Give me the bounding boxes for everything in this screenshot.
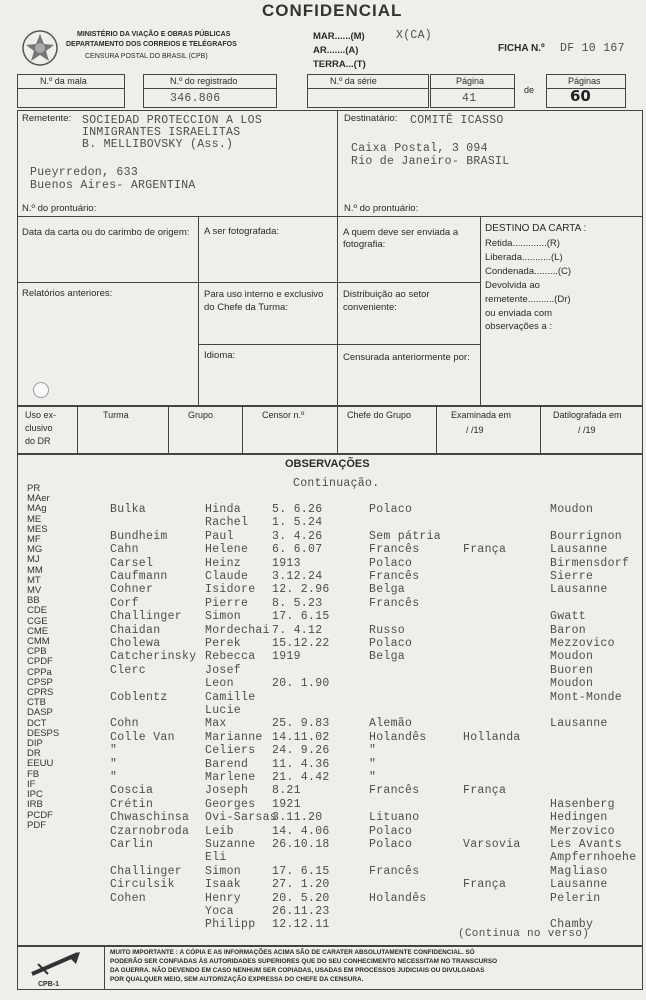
- obs-birth-date: 3.11.20: [272, 811, 323, 825]
- agency-code: IPC: [27, 789, 43, 801]
- obs-birth-date: 20. 5.20: [272, 891, 330, 905]
- obs-given-name: Celiers: [205, 744, 256, 758]
- obs-place: Moudon: [550, 650, 594, 664]
- obs-given-name: Hinda: [205, 503, 242, 516]
- obs-place: Lausanne: [550, 717, 608, 731]
- obs-place: Lausanne: [550, 583, 608, 597]
- obs-nationality: Polaco: [369, 637, 413, 650]
- agency-code: MES: [27, 523, 48, 535]
- obs-given-name: Henry: [205, 891, 242, 905]
- recipient-line-1: COMITÊ ICASSO: [410, 114, 504, 127]
- agency-code: MV: [27, 585, 42, 597]
- obs-place: Lausanne: [550, 878, 608, 892]
- obs-surname: Circulsik: [110, 878, 175, 892]
- uso-exclusivo-2: clusivo: [25, 423, 53, 433]
- obs-surname: Cohen: [110, 891, 147, 905]
- obs-surname: Corf: [110, 596, 139, 610]
- uso-exclusivo-3: do DR: [25, 436, 51, 446]
- obs-given-name: Georges: [205, 797, 256, 811]
- obs-birth-date: 6. 6.07: [272, 543, 323, 557]
- ministry-name: MINISTÉRIO DA VIAÇÃO E OBRAS PÚBLICAS: [77, 31, 231, 38]
- obs-surname: Catcherinsky: [110, 650, 197, 664]
- obs-given-name: Perek: [205, 637, 242, 650]
- obs-nationality: Francês: [369, 570, 420, 583]
- agency-code: PCDF: [27, 809, 53, 821]
- obs-birth-date: 21. 4.42: [272, 771, 330, 784]
- obs-surname: Cohner: [110, 583, 154, 597]
- sender-label: Remetente:: [22, 113, 72, 124]
- agency-code: DASP: [27, 707, 53, 719]
- obs-surname: ": [110, 744, 118, 758]
- turma-label: Turma: [103, 410, 129, 420]
- obs-given-name: Marianne: [205, 730, 263, 744]
- agency-code: DR: [27, 748, 41, 760]
- obs-place: Les Avants: [550, 838, 623, 851]
- obs-given-name: Helene: [205, 543, 249, 557]
- obs-nationality: Sem pátria: [369, 529, 442, 543]
- obs-nationality: Russo: [369, 623, 406, 637]
- uso-interno-label: Para uso interno e exclusivo do Chefe da Turma:: [204, 289, 324, 313]
- obs-birth-date: 8. 5.23: [272, 596, 323, 610]
- datilografada-date: / /19: [578, 425, 596, 435]
- de-label: de: [524, 85, 535, 95]
- obs-given-name: Suzanne: [205, 838, 256, 851]
- obs-nationality: ": [369, 771, 377, 784]
- obs-birth-date: 26.11.23: [272, 905, 330, 918]
- obs-place: Hasenberg: [550, 797, 615, 811]
- ar-option: AR.......(A): [313, 45, 359, 56]
- footer-line-3: DA GUERRA. NÃO DEVENDO EM CASO NENHUM SER COPIADAS, USADAS EM PROCESSOS JUDICIAIS OU DIVULGADAS: [110, 967, 485, 974]
- grupo-label: Grupo: [188, 410, 214, 420]
- continua-note: (Continua no verso): [458, 928, 590, 940]
- obs-place: Mezzovico: [550, 637, 615, 650]
- obs-given-name: Pierre: [205, 596, 249, 610]
- obs-given-name: Ovi-Sarsas: [205, 811, 278, 825]
- obs-given-name: Rebecca: [205, 650, 256, 664]
- obs-given-name: Isaak: [205, 878, 242, 892]
- obs-given-name: Heinz: [205, 556, 242, 570]
- obs-given-name: Paul: [205, 529, 234, 543]
- obs-place: Moudon: [550, 503, 594, 516]
- agency-code: MT: [27, 574, 41, 586]
- agency-code: BB: [27, 595, 40, 607]
- obs-birth-date: 8.21: [272, 784, 301, 798]
- obs-surname: Bulka: [110, 503, 147, 516]
- obs-place: Buoren: [550, 663, 594, 677]
- obs-country: França: [463, 878, 507, 892]
- agency-code: MJ: [27, 554, 40, 566]
- mala-label: N.º da mala: [40, 76, 87, 86]
- obs-place: Sierre: [550, 570, 594, 583]
- observacoes-title: OBSERVAÇÕES: [285, 458, 370, 470]
- paginas-value: 60: [570, 87, 591, 105]
- obs-given-name: Josef: [205, 663, 242, 677]
- obs-nationality: Holandês: [369, 891, 427, 905]
- obs-given-name: Lucie: [205, 704, 242, 717]
- obs-place: Lausanne: [550, 543, 608, 557]
- obs-birth-date: 25. 9.83: [272, 717, 330, 731]
- examinada-label: Examinada em: [451, 410, 512, 420]
- obs-birth-date: 1913: [272, 556, 301, 570]
- obs-surname: Coscia: [110, 784, 154, 798]
- mar-value: X(CA): [396, 29, 433, 42]
- agency-code: DCT: [27, 717, 47, 729]
- obs-given-name: Claude: [205, 570, 249, 583]
- obs-birth-date: 7. 4.12: [272, 623, 323, 637]
- obs-surname: ": [110, 757, 118, 771]
- agency-code: CMM: [27, 636, 50, 648]
- serie-label: N.º da série: [330, 76, 377, 86]
- obs-given-name: Leon: [205, 677, 234, 691]
- destino-remetente: remetente..........(Dr): [485, 294, 571, 305]
- obs-given-name: Joseph: [205, 784, 249, 798]
- destino-condenada: Condenada.........(C): [485, 266, 572, 277]
- obs-surname: Coblentz: [110, 690, 168, 704]
- obs-birth-date: 1921: [272, 797, 301, 811]
- obs-surname: Challinger: [110, 610, 183, 624]
- obs-given-name: Max: [205, 717, 227, 731]
- uso-exclusivo-1: Uso ex-: [25, 410, 57, 420]
- obs-nationality: Holandês: [369, 730, 427, 744]
- sender-line-5: Pueyrredon, 633: [30, 166, 139, 179]
- data-carta-label: Data da carta ou do carimbo de origem:: [22, 227, 190, 238]
- agency-code: PDF: [27, 819, 46, 831]
- obs-nationality: Lituano: [369, 811, 420, 825]
- obs-surname: Caufmann: [110, 570, 168, 583]
- agency-code: DIP: [27, 738, 43, 750]
- obs-surname: Chaidan: [110, 623, 161, 637]
- mar-option: MAR......(M): [313, 31, 365, 42]
- footer-line-4: POR QUALQUER MEIO, SEM AUTORIZAÇÃO EXPRESSA DO CHEFE DA CENSURA.: [110, 976, 364, 983]
- obs-place: Birmensdorf: [550, 556, 630, 570]
- sender-line-2: INMIGRANTES ISRAELITAS: [82, 126, 241, 139]
- obs-surname: Challinger: [110, 864, 183, 878]
- obs-nationality: Alemão: [369, 717, 413, 731]
- obs-nationality: Polaco: [369, 556, 413, 570]
- obs-nationality: Francês: [369, 784, 420, 798]
- obs-nationality: Belga: [369, 650, 406, 664]
- obs-given-name: Marlene: [205, 771, 256, 784]
- agency-code: EEUU: [27, 758, 54, 770]
- destino-devolvida: Devolvida ao: [485, 280, 540, 291]
- obs-nationality: Francês: [369, 596, 420, 610]
- sender-line-6: Buenos Aires- ARGENTINA: [30, 179, 196, 192]
- form-code: CPB-1: [38, 981, 60, 988]
- obs-birth-date: 5. 6.26: [272, 503, 323, 516]
- department-name: DEPARTAMENTO DOS CORREIOS E TELÉGRAFOS: [66, 41, 237, 48]
- obs-surname: Clerc: [110, 663, 147, 677]
- agency-code: MM: [27, 564, 43, 576]
- agency-code: MF: [27, 534, 41, 546]
- examinada-date: / /19: [466, 425, 484, 435]
- censurada-label: Censurada anteriormente por:: [343, 352, 470, 363]
- obs-birth-date: 24. 9.26: [272, 744, 330, 758]
- destino-observacoes: observações a :: [485, 321, 553, 332]
- obs-surname: Carlin: [110, 838, 154, 851]
- obs-place: Hedingen: [550, 811, 608, 825]
- obs-surname: Czarnobroda: [110, 824, 190, 838]
- obs-nationality: Francês: [369, 543, 420, 557]
- obs-place: Ampfernhoehe: [550, 851, 637, 865]
- recipient-line-4: Rio de Janeiro- BRASIL: [351, 155, 510, 168]
- obs-birth-date: 3.12.24: [272, 570, 323, 583]
- obs-birth-date: 20. 1.90: [272, 677, 330, 691]
- obs-birth-date: 26.10.18: [272, 838, 330, 851]
- idioma-label: Idioma:: [204, 350, 236, 361]
- ficha-number: DF 10 167: [560, 42, 625, 55]
- agency-code: PR: [27, 483, 41, 494]
- agency-code: MG: [27, 544, 43, 556]
- obs-birth-date: 17. 6.15: [272, 864, 330, 878]
- censor-label: Censor n.º: [262, 410, 305, 420]
- obs-place: Baron: [550, 623, 587, 637]
- agency-code: DESPS: [27, 727, 60, 739]
- agency-code: MAer: [27, 493, 50, 505]
- pagina-value: 41: [462, 92, 477, 105]
- obs-birth-date: 27. 1.20: [272, 878, 330, 892]
- obs-birth-date: 14. 4.06: [272, 824, 330, 838]
- obs-nationality: Polaco: [369, 838, 413, 851]
- agency-code: CTB: [27, 697, 46, 709]
- agency-code: FB: [27, 768, 40, 780]
- destino-title: DESTINO DA CARTA :: [485, 223, 587, 234]
- obs-birth-date: 12.12.11: [272, 918, 330, 932]
- censorship-name: CENSURA POSTAL DO BRASIL (CPB): [85, 53, 208, 60]
- obs-surname: Cohn: [110, 717, 139, 731]
- agency-code: CPPa: [27, 666, 52, 678]
- obs-given-name: Simon: [205, 610, 242, 624]
- obs-given-name: Rachel: [205, 516, 249, 530]
- obs-given-name: Philipp: [205, 918, 256, 932]
- obs-given-name: Mordechai: [205, 623, 270, 637]
- obs-given-name: Eli: [205, 851, 227, 865]
- obs-birth-date: 1. 5.24: [272, 516, 323, 530]
- obs-nationality: Francês: [369, 864, 420, 878]
- recipient-line-3: Caixa Postal, 3 094: [351, 142, 488, 155]
- obs-surname: Crétin: [110, 797, 154, 811]
- obs-place: Bourrignon: [550, 529, 623, 543]
- sender-prontuario: N.º do prontuário:: [22, 203, 97, 214]
- obs-nationality: Belga: [369, 583, 406, 597]
- obs-birth-date: 17. 6.15: [272, 610, 330, 624]
- obs-nationality: Polaco: [369, 824, 413, 838]
- pagina-label: Página: [456, 76, 485, 86]
- obs-country: Hollanda: [463, 730, 521, 744]
- agency-code: IRB: [27, 799, 43, 811]
- obs-place: Magliaso: [550, 864, 608, 878]
- obs-surname: Colle Van: [110, 730, 175, 744]
- obs-place: Gwatt: [550, 610, 587, 624]
- obs-place: Chamby: [550, 918, 594, 932]
- obs-given-name: Isidore: [205, 583, 256, 597]
- agency-code: IF: [27, 778, 36, 790]
- ficha-label: FICHA N.º: [498, 43, 545, 54]
- sender-line-3: B. MELLIBOVSKY (Ass.): [82, 138, 234, 151]
- destino-liberada: Liberada...........(L): [485, 252, 563, 263]
- quem-deve-label: A quem deve ser enviada a fotografia:: [343, 227, 459, 250]
- agency-code: CME: [27, 625, 49, 637]
- destino-retida: Retida.............(R): [485, 238, 560, 249]
- agency-code: CGE: [27, 615, 48, 627]
- agency-code: CDE: [27, 605, 48, 617]
- obs-birth-date: 15.12.22: [272, 637, 330, 650]
- obs-birth-date: 1919: [272, 650, 301, 664]
- obs-place: Merzovico: [550, 824, 615, 838]
- obs-place: Mont-Monde: [550, 690, 623, 704]
- agency-code: CPRS: [27, 687, 54, 699]
- obs-nationality: ": [369, 757, 377, 771]
- obs-surname: ": [110, 771, 118, 784]
- obs-surname: Cahn: [110, 543, 139, 557]
- agency-code: ME: [27, 513, 42, 525]
- obs-given-name: Barend: [205, 757, 249, 771]
- obs-birth-date: 11. 4.36: [272, 757, 330, 771]
- obs-given-name: Leib: [205, 824, 234, 838]
- agency-code: CPSP: [27, 676, 53, 688]
- agency-code: CPB: [27, 646, 47, 658]
- footer-line-2: PODERÃO SER CONFIADAS ÀS AUTORIDADES SUPERIORES QUE DO SEU CONHECIMENTO NECESSITAM NO TRANSCURSO: [110, 958, 498, 965]
- datilografada-label: Datilografada em: [553, 410, 622, 420]
- registrado-value: 346.806: [170, 92, 221, 105]
- recipient-label: Destinatário:: [344, 113, 398, 124]
- obs-given-name: Simon: [205, 864, 242, 878]
- obs-given-name: Yoca: [205, 905, 234, 918]
- sender-line-1: SOCIEDAD PROTECCION A LOS: [82, 114, 263, 127]
- obs-nationality: ": [369, 744, 377, 758]
- obs-place: Moudon: [550, 677, 594, 691]
- ser-fotografada-label: A ser fotografada:: [204, 226, 279, 237]
- chefe-label: Chefe do Grupo: [347, 410, 412, 420]
- arrow-logo-icon: [28, 950, 88, 978]
- obs-country: Varsovia: [463, 838, 521, 851]
- obs-place: Pelerin: [550, 891, 601, 905]
- registrado-label: N.º do registrado: [170, 76, 238, 86]
- obs-birth-date: 3. 4.26: [272, 529, 323, 543]
- paginas-label: Páginas: [568, 76, 601, 86]
- recipient-prontuario: N.º do prontuário:: [344, 203, 419, 214]
- agency-code: MAg: [27, 503, 47, 515]
- obs-surname: Chwaschinsa: [110, 811, 190, 825]
- footer-line-1: MUITO IMPORTANTE : A CÓPIA E AS INFORMAÇÕES ACIMA SÃO DE CARATER ABSOLUTAMENTE CONFIDENCIAL. SÓ: [110, 949, 475, 956]
- obs-birth-date: 12. 2.96: [272, 583, 330, 597]
- distribuicao-label: Distribuição ao setor conveniente:: [343, 289, 430, 313]
- agency-code: CPDF: [27, 656, 53, 668]
- obs-given-name: Camille: [205, 690, 256, 704]
- obs-nationality: Polaco: [369, 503, 413, 516]
- obs-surname: Carsel: [110, 556, 154, 570]
- obs-country: França: [463, 784, 507, 798]
- obs-birth-date: 14.11.02: [272, 730, 330, 744]
- destino-enviada: ou enviada com: [485, 308, 553, 319]
- terra-option: TERRA...(T): [313, 59, 366, 70]
- relatorios-label: Relatórios anteriores:: [22, 288, 113, 299]
- obs-surname: Bundheim: [110, 529, 168, 543]
- obs-surname: Cholewa: [110, 637, 161, 650]
- confidential-heading: CONFIDENCIAL: [262, 1, 403, 20]
- continuacao-label: Continuação.: [293, 477, 380, 490]
- obs-country: França: [463, 543, 507, 557]
